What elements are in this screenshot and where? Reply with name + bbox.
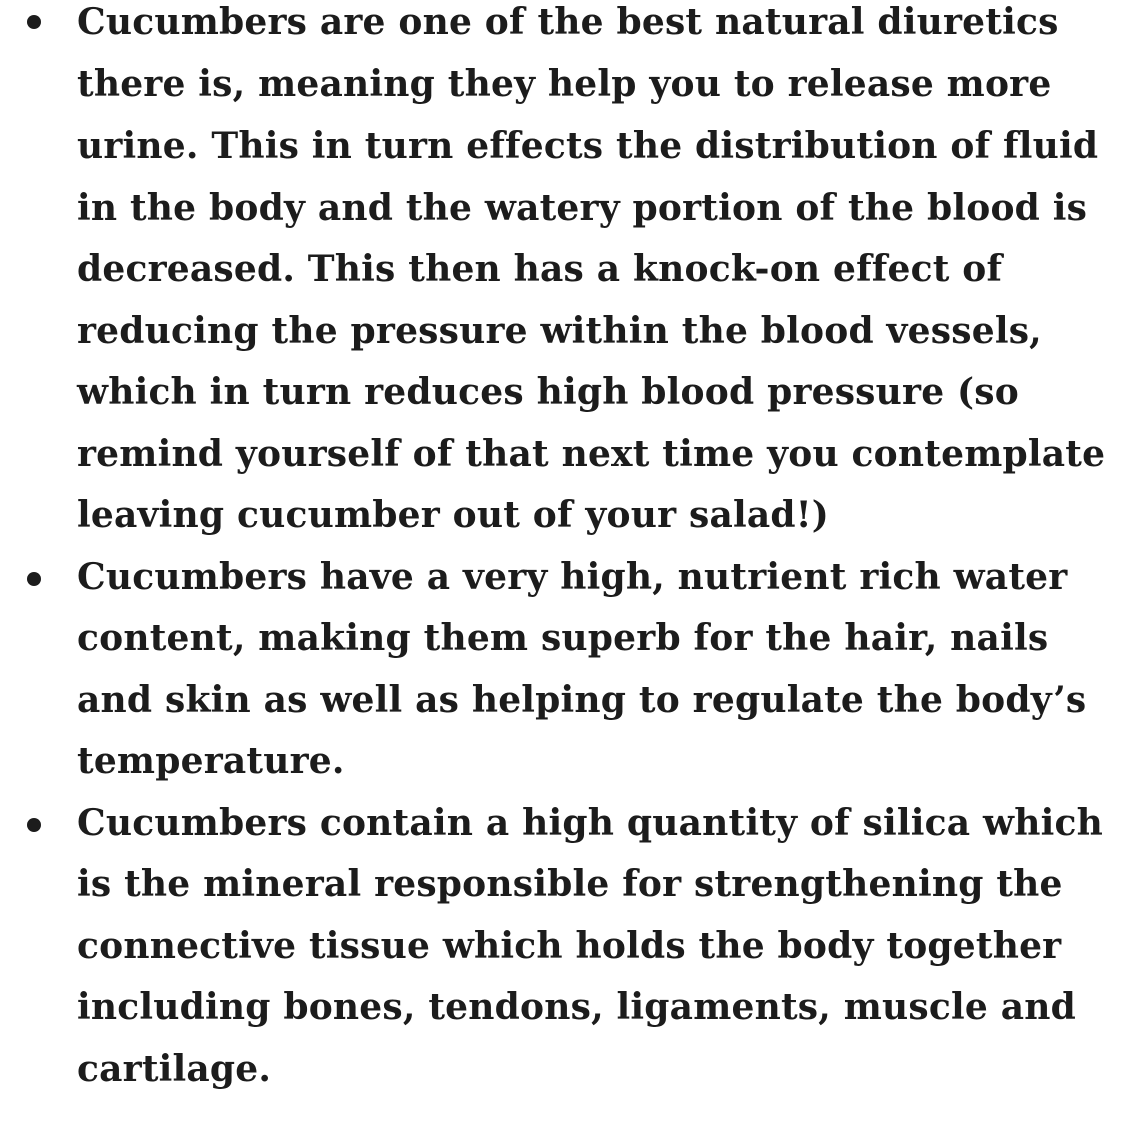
text-line: temperature. bbox=[77, 740, 345, 782]
text-line: Cucumbers have a very high, nutrient rich water bbox=[77, 556, 1068, 598]
text-line: cartilage. bbox=[77, 1048, 272, 1090]
bullet-dot-icon bbox=[27, 572, 41, 586]
text-line: connective tissue which holds the body together bbox=[77, 925, 1062, 967]
text-line: decreased. This then has a knock-on effect of bbox=[77, 248, 1003, 290]
text-line: there is, meaning they help you to release more bbox=[77, 63, 1052, 105]
text-line: leaving cucumber out of your salad!) bbox=[77, 494, 830, 536]
text-line: which in turn reduces high blood pressure (so bbox=[77, 371, 1019, 413]
bullet-dot-icon bbox=[27, 15, 41, 29]
text-line: urine. This in turn effects the distribution of fluid bbox=[77, 125, 1099, 167]
text-line: Cucumbers are one of the best natural diuretics bbox=[77, 1, 1059, 43]
text-line: remind yourself of that next time you contemplate bbox=[77, 433, 1106, 475]
text-line: and skin as well as helping to regulate the body’s bbox=[77, 679, 1087, 721]
text-line: Cucumbers contain a high quantity of silica which bbox=[77, 802, 1103, 844]
text-line: is the mineral responsible for strengthening the bbox=[77, 863, 1063, 905]
bullet-dot-icon bbox=[27, 818, 41, 832]
text-line: content, making them superb for the hair, nails bbox=[77, 617, 1049, 659]
text-line: reducing the pressure within the blood vessels, bbox=[77, 310, 1042, 352]
text-line: in the body and the watery portion of the blood is bbox=[77, 187, 1088, 229]
text-line: including bones, tendons, ligaments, muscle and bbox=[77, 986, 1076, 1028]
